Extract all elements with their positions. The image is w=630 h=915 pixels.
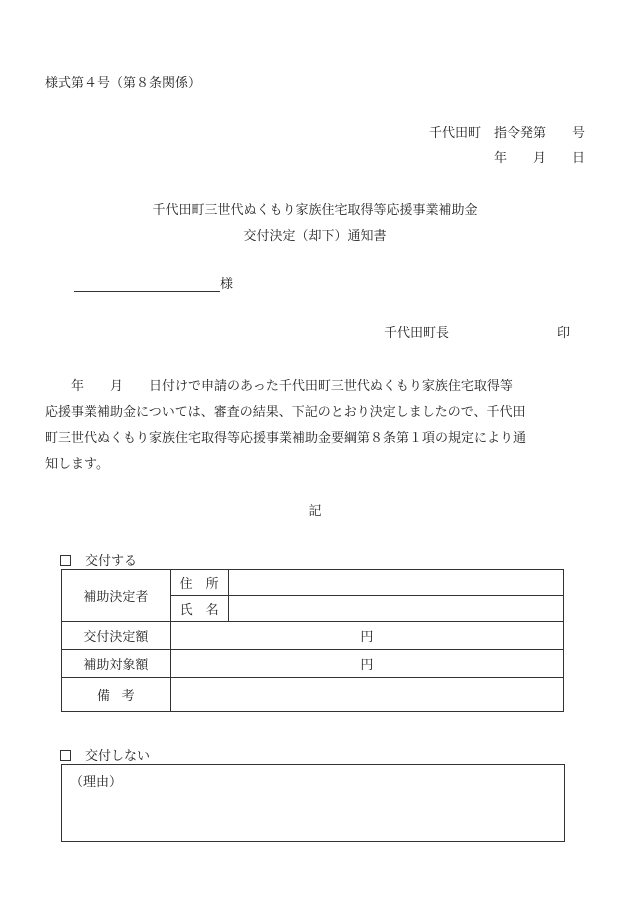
date-line: 年 月 日: [493, 151, 585, 166]
ki-heading: 記: [308, 504, 322, 519]
document-title-line2: 交付決定（却下）通知書: [243, 229, 387, 244]
target-amount-label: 補助対象額: [62, 650, 171, 678]
body-paragraph: [45, 374, 585, 478]
remarks-field[interactable]: [170, 678, 563, 712]
recipient-name-blank[interactable]: [74, 277, 220, 292]
grant-amount-field[interactable]: [170, 622, 563, 650]
body-line: 町三世代ぬくもり家族住宅取得等応援事業補助金要綱第８条第１項の規定により通: [45, 431, 527, 446]
body-line: 応援事業補助金については、審査の結果、下記のとおり決定しましたので、千代田: [45, 405, 526, 420]
remarks-label: 備考: [62, 678, 171, 712]
deny-option-label: 交付しない: [85, 749, 151, 764]
grant-amount-label: 交付決定額: [62, 622, 171, 650]
reason-label: （理由）: [70, 775, 123, 790]
grant-amount-unit: 円: [360, 630, 374, 645]
target-amount-field[interactable]: [170, 650, 563, 678]
name-label: 氏 名: [170, 596, 228, 622]
grant-option: [60, 550, 137, 569]
body-line: 知します。: [45, 457, 109, 472]
grant-option-label: 交付する: [85, 554, 138, 569]
target-amount-unit: 円: [360, 658, 374, 673]
deny-option: [60, 745, 150, 764]
body-line: 年 月 日付けで申請のあった千代田町三世代ぬくもり家族住宅取得等: [71, 379, 513, 394]
reason-box[interactable]: [61, 764, 565, 842]
grant-checkbox[interactable]: [60, 555, 71, 566]
grant-table: [61, 569, 564, 712]
form-number: 様式第４号（第８条関係）: [45, 76, 202, 91]
issuer-mayor: 千代田町長: [384, 326, 450, 341]
deny-checkbox[interactable]: [60, 750, 71, 761]
applicant-label: 補助決定者: [62, 570, 171, 622]
address-label: 住 所: [170, 570, 228, 596]
seal-mark: 印: [557, 326, 571, 341]
address-field[interactable]: [228, 570, 563, 596]
recipient-line: [74, 273, 233, 292]
name-field[interactable]: [228, 596, 563, 622]
reference-number-line: 千代田町 指令発第 号: [428, 126, 585, 141]
recipient-suffix: 様: [220, 277, 234, 292]
document-title-line1: 千代田町三世代ぬくもり家族住宅取得等応援事業補助金: [152, 203, 478, 218]
